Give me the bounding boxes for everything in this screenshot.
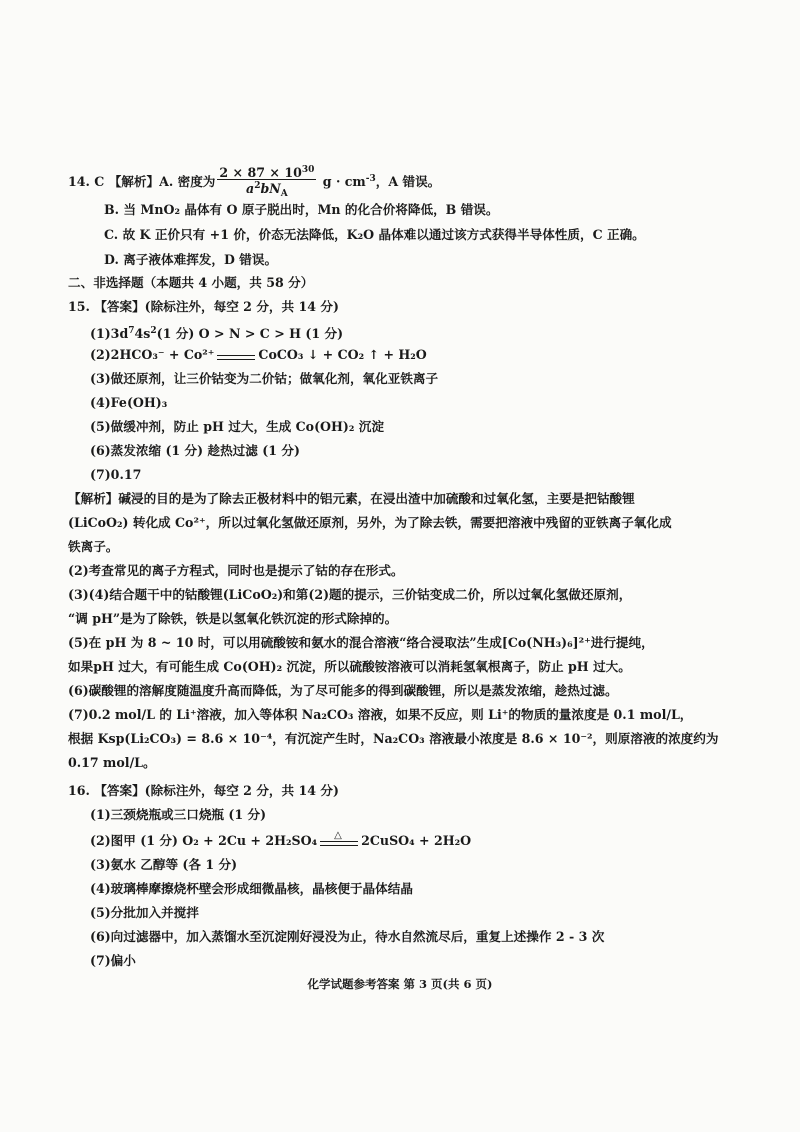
- q14-line-b: B. 当 MnO₂ 晶体有 O 原子脱出时，Mn 的化合价将降低，B 错误。: [104, 202, 499, 217]
- q14-line-c: C. 故 K 正价只有 +1 价，价态无法降低，K₂O 晶体难以通过该方式获得半导体性质，C 正确。: [104, 227, 645, 242]
- q15-answer-2: (2)2HCO₃⁻ + Co²⁺ CoCO₃ ↓ + CO₂ ↑ + H₂O: [90, 347, 427, 362]
- q15-analysis-10: (7)0.2 mol/L 的 Li⁺溶液，加入等体积 Na₂CO₃ 溶液，如果不反应，则 Li⁺的物质的量浓度是 0.1 mol/L，: [68, 707, 693, 722]
- q16-head: 16. 【答案】(除标注外，每空 2 分，共 14 分): [68, 783, 339, 798]
- page-footer: 化学试题参考答案 第 3 页(共 6 页): [307, 977, 493, 991]
- q14-head: 14. C 【解析】A. 密度为: [68, 174, 216, 189]
- q15-analysis-9: (6)碳酸锂的溶解度随温度升高而降低，为了尽可能多的得到碳酸锂，所以是蒸发浓缩，趁热过滤。: [68, 683, 618, 698]
- q15-analysis-11: 根据 Ksp(Li₂CO₃) = 8.6 × 10⁻⁴，有沉淀产生时，Na₂CO₃ 溶液最小浓度是 8.6 × 10⁻²，则原溶液的浓度约为: [68, 731, 719, 746]
- q15-analysis-5: (3)(4)结合题干中的钴酸锂(LiCoO₂)和第(2)题的提示，三价钴变成二价，所以过氧化氢做还原剂，: [68, 587, 632, 602]
- q15-answer-4: (4)Fe(OH)₃: [90, 395, 168, 410]
- q15-analysis-1: 【解析】碱浸的目的是为了除去正极材料中的铝元素，在浸出渣中加硫酸和过氧化氢，主要是把钴酸锂: [68, 491, 635, 506]
- q15-analysis-7: (5)在 pH 为 8 ~ 10 时，可以用硫酸铵和氨水的混合溶液“络合浸取法”生成[Co(NH₃)₆]²⁺进行提纯，: [68, 635, 654, 650]
- q15-analysis-2: (LiCoO₂) 转化成 Co²⁺，所以过氧化氢做还原剂，另外，为了除去铁，需要把溶液中残留的亚铁离子氧化成: [68, 515, 672, 530]
- q15-analysis-3: 铁离子。: [68, 539, 119, 554]
- q16-answer-6: (6)向过滤器中，加入蒸馏水至沉淀刚好浸没为止，待水自然流尽后，重复上述操作 2 - 3 次: [90, 929, 605, 944]
- q15-answer-7: (7)0.17: [90, 467, 142, 482]
- q16-answer-1: (1)三颈烧瓶或三口烧瓶 (1 分): [90, 807, 267, 822]
- q15-analysis-8: 如果pH 过大，有可能生成 Co(OH)₂ 沉淀，所以硫酸铵溶液可以消耗氢氧根离子，防止 pH 过大。: [68, 659, 631, 674]
- q15-analysis-12: 0.17 mol/L。: [68, 755, 156, 770]
- q15-answer-6: (6)蒸发浓缩 (1 分) 趁热过滤 (1 分): [90, 443, 300, 458]
- q15-analysis-4: (2)考查常见的离子方程式，同时也是提示了钴的存在形式。: [68, 563, 404, 578]
- q15-answer-5: (5)做缓冲剂，防止 pH 过大，生成 Co(OH)₂ 沉淀: [90, 419, 384, 434]
- heating-equals-sign: △: [320, 836, 358, 848]
- q16-answer-4: (4)玻璃棒摩擦烧杯壁会形成细微晶核，晶核便于晶体结晶: [90, 881, 413, 896]
- q15-answer-1: $(1)3d^74s^2(1$ 分) O > N > C > H (1 分): [90, 326, 344, 341]
- q16-answer-5: (5)分批加入并搅拌: [90, 905, 199, 920]
- q15-analysis-6: “调 pH”是为了除铁，铁是以氢氧化铁沉淀的形式除掉的。: [68, 611, 398, 626]
- q14-line-a: 14. C 【解析】A. 密度为 $\frac{2 \times 87 \times 10^{30}}{a^2bN_A}$ $g \cdot cm^{-3}$，A 错误。: [68, 165, 441, 199]
- q16-answer-2: (2)图甲 (1 分) O₂ + 2Cu + 2H₂SO₄ △ 2CuSO₄ + 2H₂O: [90, 829, 472, 848]
- equation-equals-sign: [217, 350, 255, 362]
- q15-head: 15. 【答案】(除标注外，每空 2 分，共 14 分): [68, 299, 339, 314]
- q15-answer-3: (3)做还原剂，让三价钴变为二价钴；做氧化剂，氧化亚铁离子: [90, 371, 439, 386]
- q16-answer-3: (3)氨水 乙醇等 (各 1 分): [90, 857, 238, 872]
- q16-answer-7: (7)偏小: [90, 953, 136, 968]
- section-2-title: 二、非选择题（本题共 4 小题，共 58 分）: [68, 275, 314, 290]
- q14-line-d: D. 离子液体难挥发，D 错误。: [104, 252, 278, 267]
- density-fraction: $\frac{2 \times 87 \times 10^{30}}{a^2bN_A}$: [219, 165, 315, 199]
